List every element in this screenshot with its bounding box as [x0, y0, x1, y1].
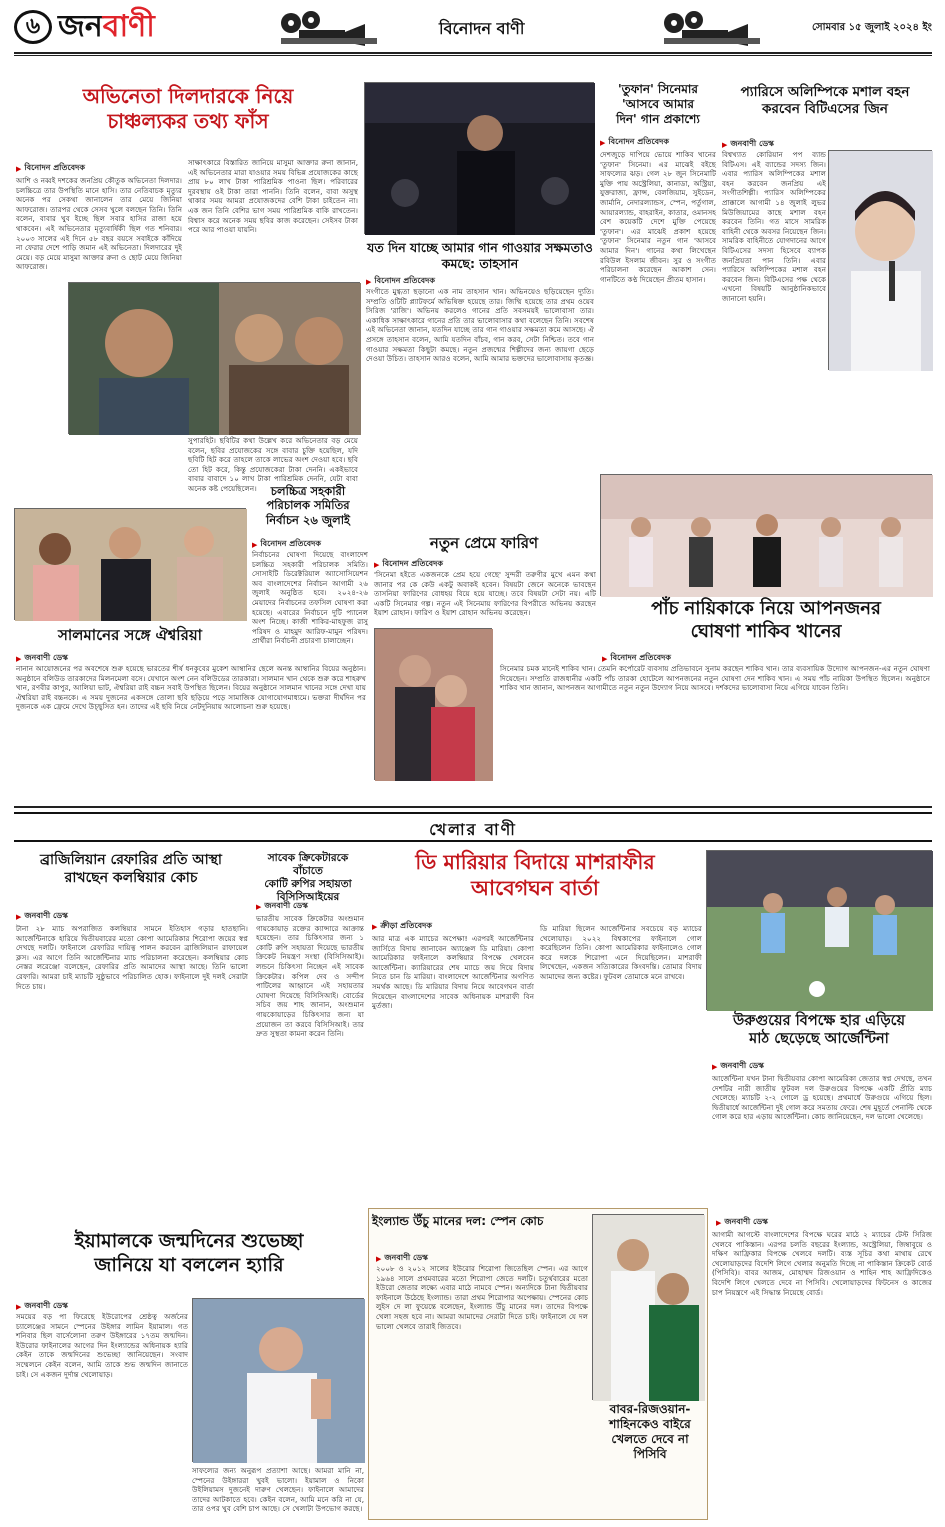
byline-text: বিনোদন প্রতিবেদক — [260, 539, 321, 548]
triangle-icon: ▶ — [366, 277, 372, 286]
article-body: দেশজুড়ে দাপিয়ে ভোয়ে শাকিব খানের 'তুফান' সিনেমা। এর মাঝেই বইছে সাফল্যের ঝড়। গেল ২৮ জুন সিনেমাটি মুক্তি পায় অস্ট্রেলিয়া, কানাডা, অস্ট্রিয়া, যুক্তরাজ্য, ফ্রান্স, বেলজিয়াম, সুইডেন, জার্মানি, নেদারল্যান্ডস, স্পেন, পর্তুগাল, আয়ারল্যান্ড, বাহরাইন, কাতার, ওমানসহ বেশ কয়েকটি দেশে মুক্তি পেয়েছে 'তুফান'। এর মাঝেই প্রকাশ হয়েছে 'তুফান' সিনেমার নতুন গান 'আসবে আমার দিন'। গানের কথা লিখেছেন রবিউল ইসলাম জীবন। সুর ও সংগীত পরিচালনা করেছেন আকাশ সেন। গানটিতে কণ্ঠ দিয়েছেন প্রীতম হাসান। — [600, 150, 716, 284]
article-body: নির্বাচনের ঘোষণা দিয়েছে বাংলাদেশ চলচ্চিত্র সহকারী পরিচালক সমিতি। সোসাইটি ডিরেক্টরিয়াল অ্যাসোসিয়েশন অব বাংলাদেশের নির্বাচন আগামী ২৬ জুলাই অনুষ্ঠিত হবে। ২০২৪-২৬ মেয়াদের নির্বাচনের তফসিল ঘোষণা করা হয়েছে। এবারের নির্বাচনে দুটি প্যানেল অংশ নিচ্ছে। কাজী শাকির-মাহফুজ রাসু পরিষদ ও মাহমুদ আরিফ-মামুন পরিষদ। প্রার্থীরা নির্বাচনী প্রচারণা চালাচ্ছেন। — [252, 550, 368, 646]
headline — [252, 852, 364, 905]
headline-line: শাহিনকেও বাইরে — [609, 1417, 691, 1431]
film-reel-icon — [279, 8, 379, 46]
masthead — [14, 6, 932, 50]
byline-text: জনবাণী ডেস্ক — [24, 653, 68, 662]
headline-line: 'আসবে আমার — [621, 97, 695, 111]
byline-text: বিনোদন প্রতিবেদক — [382, 559, 443, 568]
triangle-icon: ▶ — [16, 1302, 22, 1311]
salman-aishwarya-photo — [14, 508, 246, 620]
paper-logo-part-1: জন — [58, 9, 103, 44]
headline-line: জানিয়ে যা বললেন হ্যারি — [94, 1253, 284, 1276]
headline: সালমানের সঙ্গে ঐশ্বরিয়া — [57, 626, 203, 644]
article-body: সংগীতে মুগ্ধতা ছড়ানো এক নাম তাহসান খান। অভিনয়েও ছড়িয়েছেন দ্যুতি। সম্প্রতি ওটিটি প্ল্যাটফর্মে অভিষিক্ত হয়েছে তার। জিম্মি হয়েছে তার প্রথম ওয়েব সিরিজ 'রাজি'। অভিনয় করলেও গানের প্রতি সবসময়ই ভালোবাসা তার। একাধিক সাক্ষাৎকারে গানের প্রতি তার ভালোবাসার কথা বলেছেন তিনি। সবশেষ এই অভিনেতা জানান, যতদিন যাচ্ছে তার গান গাওয়ার সক্ষমতা কমে আসছে। ঐ প্রসঙ্গে তাহসান বলেন, আমি যতদিন বাঁচব, গান করব, সেটা নিশ্চিত। তবে গান গাওয়ার সক্ষমতা কিছুটা কমছে। নতুন প্রজন্মের শিল্পীদের জন্য জায়গা ছেড়ে দেওয়া উচিত। তাহসান আরও বলেন, আমি আমার ভক্তদের ভালোবাসায় কৃতজ্ঞ। — [366, 287, 594, 364]
paper-logo — [58, 8, 155, 46]
article-body: আর্জেন্টিনা যখন টানা দ্বিতীয়বার কোপা আমেরিকা জেতার স্বপ্ন দেখছে, তখন দেশটির নারী জাতীয় ফুটবল দল উরুগুয়ের বিপক্ষে একটি প্রীতি ম্যাচ খেলেছে। ম্যাচটি ২-২ গোলে ড্র হয়েছে। প্রথমার্ধে উরুগুয়ে এগিয়ে ছিল। দ্বিতীয়ার্ধে আর্জেন্টিনা দুই গোল করে সমতায় ফেরে। শেষ মুহূর্তে পেনাল্টি থেকে গোল করে হার এড়ায় আর্জেন্টিনা। কোচ জানিয়েছেন, দল ভালো খেলেছে। — [712, 1074, 932, 1122]
article-body: টানা ২৮ ম্যাচ অপরাজিত কলম্বিয়ার সামনে ইতিহাস গড়ার হাতছানি। আর্জেন্টিনাকে হারিয়ে দ্বিতীয়বারের মতো কোপা আমেরিকার শিরোপা জয়ের স্বপ্ন দেখছে দলটি। ফাইনালে রেফারির দায়িত্ব পালন করবেন ব্রাজিলিয়ান রাফায়েল ক্লস। এর আগে তিনি আর্জেন্টিনার ম্যাচ পরিচালনা করেছেন। কলম্বিয়ার কোচ নেস্তর লরেঞ্জো বলেছেন, রেফারির প্রতি আমাদের আস্থা আছে। তিনি ভালো রেফারি। আমরা চাই ম্যাচটি সুষ্ঠুভাবে পরিচালিত হোক। ফাইনালে দুই দলই সেরাটা দিতে চায়। — [16, 924, 248, 991]
headline-line: রাখছেন কলম্বিয়ার কোচ — [64, 869, 198, 886]
masthead-rule — [14, 55, 932, 56]
paper-logo-part-2: বাণী — [102, 9, 155, 44]
sports-section-bar — [14, 812, 932, 842]
headline: যত দিন যাচ্ছে আমার গান গাওয়ার সক্ষমতাও কমছে: তাহসান — [367, 240, 593, 271]
headline-line: ইয়ামালকে জন্মদিনের শুভেচ্ছা — [74, 1230, 304, 1252]
headline-line: অভিনেতা দিলদারকে নিয়ে — [82, 84, 294, 108]
shakib-event-photo — [600, 474, 932, 596]
triangle-icon: ▶ — [722, 140, 728, 149]
article-body: বিশ্বখ্যাত কোরিয়ান পপ ব্যান্ড বিটিএস। এই ব্যান্ডের সদস্য জিন। এবার প্যারিস অলিম্পিকের মশাল বহন করবেন জনপ্রিয় এই সংগীতশিল্পী। প্যারিস অলিম্পিকের প্রাক্কালে আগামী ১৪ জুলাই লুভর মিউজিয়ামের কাছে মশাল বহন করবেন তিনি। গত মাসে সামরিক বাহিনী থেকে অবসর নিয়েছেন জিন। সামরিক বাহিনীতে যোগদানের আগে বিটিএসের সদস্য হিসেবে ব্যাপক জনপ্রিয়তা পান তিনি। এবার প্যারিসে অলিম্পিকের মশাল বহন করবেন জিন। বিটিএসের পক্ষ থেকে এখনো বিষয়টি আনুষ্ঠানিকভাবে জানানো হয়নি। — [722, 150, 826, 303]
article-body: ডি মারিয়া ছিলেন আর্জেন্টিনার সবচেয়ে বড় ম্যাচের খেলোয়াড়। ২০২২ বিশ্বকাপের ফাইনালে গোল করেছিলেন তিনি। কোপা আমেরিকার ফাইনালেও গোল করে দলকে শিরোপা এনে দিয়েছিলেন। মাশরাফী লিখেছেন, একজন সত্যিকারের কিংবদন্তি। তোমার বিদায় আমাদের জন্য কষ্টের। ফুটবল তোমাকে মনে রাখবে। — [540, 924, 702, 981]
triangle-icon: ▶ — [712, 1062, 718, 1071]
section-title: বিনোদন বাণী — [439, 19, 525, 38]
headline-line: পাঁচ নায়িকাকে নিয়ে আপনজনর — [651, 598, 881, 619]
headline — [718, 84, 932, 118]
byline-text: ক্রীড়া প্রতিবেদক — [380, 921, 432, 930]
headline-line: ব্রাজিলিয়ান রেফারির প্রতি আস্থা — [40, 852, 222, 868]
triangle-icon: ▶ — [16, 164, 22, 173]
byline-text: জনবাণী ডেস্ক — [24, 911, 68, 920]
triangle-icon: ▶ — [600, 138, 606, 147]
article-body: আশি ও নব্বই দশকের জনপ্রিয় কৌতুক অভিনেতা দিলদার। চলচ্চিত্রে তার উপস্থিতি মানে হাসি। তার নেতিবাচক মৃত্যুর অনেক পর সেকথা জানালেন তার মেয়ে জিনিয়া আফরোজ। তারপর থেকে সেসব খুলে বলছেন তিনি। তিনি বলেন, বাবার খুব ইচ্ছে ছিল সবার হাসির রাজা হয়ে থাকবেন। এই অভিনেতার মৃত্যুবার্ষিকী ছিল গত শনিবার। ২০০৩ সালের এই দিনে ৫৮ বছর বয়সে সবাইকে কাঁদিয়ে না ফেরার দেশে পাড়ি জমান এই অভিনেতা। দিলদারের দুই মেয়ে। বড় মেয়ে মাসুমা আক্তার রুনা ও ছোট মেয়ে জিনিয়া আফরোজ। — [16, 176, 182, 272]
headline — [706, 1012, 932, 1048]
triangle-icon: ▶ — [602, 654, 608, 663]
byline — [16, 910, 68, 923]
headline-line: নির্বাচন ২৬ জুলাই — [265, 512, 351, 527]
byline — [256, 900, 308, 913]
triangle-icon: ▶ — [376, 1254, 382, 1263]
date-line: সোমবার ১৫ জুলাই ২০২৪ ইং — [812, 22, 932, 33]
headline-line: পিসিবি — [633, 1447, 667, 1461]
article-body: আগামী আগস্টে বাংলাদেশের বিপক্ষে ঘরের মাঠে ২ ম্যাচের টেস্ট সিরিজ খেলবে পাকিস্তান। এরপর চলতি বছরের ইংল্যান্ড, অস্ট্রেলিয়া, জিম্বাবুয়ে ও দক্ষিণ আফ্রিকার বিপক্ষে খেলবে দলটি। ব্যস্ত সূচির কথা মাথায় রেখে খেলোয়াড়দের বিদেশি লিগে খেলার অনুমতি দিচ্ছে না পাকিস্তান ক্রিকেট বোর্ড (পিসিবি)। বাবর আজম, মোহাম্মদ রিজওয়ান ও শাহিন শাহ আফ্রিদিকেও বিদেশি লিগে খেলতে দেবে না পিসিবি। খেলোয়াড়দের ফিটনেস ও কাজের চাপ নিয়ন্ত্রণে এই সিদ্ধান্ত নিয়েছে বোর্ড। — [712, 1230, 932, 1297]
headline-line: ঘোষণা শাকিব খানের — [690, 620, 842, 642]
tahsan-photo — [364, 82, 594, 234]
film-reel-icon — [662, 8, 762, 46]
headline-line: বিসিসিআইয়ের — [276, 891, 340, 904]
byline — [600, 136, 669, 149]
masthead-rule — [14, 52, 932, 54]
byline-text: বিনোদন প্রতিবেদক — [24, 163, 85, 172]
article-body: ভারতীয় সাবেক ক্রিকেটার অংশুমান গায়কোয়াড় রক্তের ক্যান্সারে আক্রান্ত হয়েছেন। তার চিকিৎসার জন্য ১ কোটি রুপি সহায়তা দিয়েছে ভারতীয় ক্রিকেট নিয়ন্ত্রণ সংস্থা (বিসিসিআই)। লন্ডনে চিকিৎসা নিচ্ছেন এই সাবেক ক্রিকেটার। কপিল দেব ও সন্দীপ পাটিলের আহ্বানে এই সহায়তার ঘোষণা দিয়েছে বিসিসিআই। বোর্ডের সচিব জয় শাহ জানান, অংশুমান গায়কোয়াড়ের চিকিৎসার জন্য যা প্রয়োজন তা করবে বিসিসিআই। তার দ্রুত সুস্থতা কামনা করেন তিনি। — [256, 914, 364, 1039]
triangle-icon: ▶ — [372, 922, 378, 931]
article-body: সময়ের বড় পা ফিরেছে ইউরোপের শ্রেষ্ঠত্ব অর্জনের চ্যালেঞ্জের সামনে স্পেনের উইঙ্গার লামিন ইয়ামাল। গত শনিবার ছিল বার্সেলোনা তরুণ উইঙ্গারের ১৭তম জন্মদিন। ইউরোর ফাইনালের আগের দিন ইংল্যান্ডের অধিনায়ক হ্যারি কেইন তাকে জন্মদিনের শুভেচ্ছা জানিয়েছেন। সংবাদ সম্মেলনে কেইন বলেন, আমি তাকে শুভ জন্মদিন জানাতে চাই। সে একজন দুর্দান্ত খেলোয়াড়। — [16, 1312, 188, 1379]
headline — [14, 852, 248, 887]
article-body: সাক্ষাৎকারে বিস্তারিত জানিয়ে মাসুমা আক্তার রুনা জানান, এই অভিনেতার মারা যাওয়ার সময় বিভিন্ন প্রযোজকের কাছে প্রায় ৮০ লাখ টাকা পারিশ্রমিক পাওনা ছিল। পরিবারের দুরবস্থায় ওই টাকা তারা পাননি। তিনি বলেন, বাবা অসুস্থ থাকার সময় আমরা প্রযোজকদের বেশি টাকা চাইতেন না। এক জন তিনি বেশির ভাগ সময় পারিশ্রমিক বাকি রাখতেন। বিশ্বাস করে অনেক সময় ছবির কাজ করেছেন। সেইসব টাকা পরে আর পাওয়া যায়নি। — [188, 158, 358, 235]
headline-line: 'তুফান' সিনেমার — [617, 82, 699, 96]
article-body: সাফল্যের জন্য অনুরূপ প্রত্যাশা আছে। আমরা মানি না, স্পেনের উইঙ্গাররা খুবই ভালো। ইয়ামাল ও নিকো উইলিয়ামস দুজনেই দারুণ খেলছেন। ফাইনালে আমাদের তাদের আটকাতে হবে। কেইন বলেন, আমি মনে করি না যে, তার ওপর খুব বেশি চাপ আছে। সে খেলাটা উপভোগ করছে। — [192, 1466, 364, 1514]
headline — [14, 84, 362, 134]
headline-line: সাবেক ক্রিকেটারকে বাঁচাতে — [267, 852, 349, 878]
headline: ইংল্যান্ড উঁচু মানের দল: স্পেন কোচ — [372, 1214, 544, 1228]
argentina-uruguay-photo — [706, 850, 932, 1010]
headline — [250, 484, 366, 527]
triangle-icon: ▶ — [374, 560, 380, 569]
headline-line: কোটি রুপির সহায়তা — [264, 878, 352, 891]
section-rule — [14, 806, 932, 808]
headline-line: উরুগুয়ের বিপক্ষে হার এড়িয়ে — [732, 1013, 906, 1029]
byline-text: জনবাণী ডেস্ক — [720, 1061, 764, 1070]
triangle-icon: ▶ — [16, 912, 22, 921]
jin-photo — [828, 150, 932, 370]
byline — [716, 1216, 768, 1229]
triangle-icon: ▶ — [716, 1218, 722, 1227]
triangle-icon: ▶ — [256, 902, 262, 911]
article-body: ২০০৮ ও ২০১২ সালের ইউরোর শিরোপা জিতেছিল স্পেন। এর আগে ১৯৬৪ সালে প্রথমবারের মতো শিরোপা জেতে দলটি। চতুর্থবারের মতো ইউরো জেতার লক্ষ্যে এবার মাঠে নামবে স্পেন। অন্যদিকে টানা দ্বিতীয়বার ফাইনালে উঠেছে ইংল্যান্ড। তারা প্রথম শিরোপার অপেক্ষায়। স্পেনের কোচ লুইস দে লা ফুয়েন্তে বলেছেন, ইংল্যান্ড উঁচু মানের দল। তাদের বিপক্ষে খেলা সহজ হবে না। আমরা আমাদের সেরাটা দিতে চাই। ফাইনালে যে দল ভালো খেলবে তারাই জিতবে। — [376, 1264, 588, 1331]
sports-section-title: খেলার বাণী — [429, 820, 517, 839]
byline-text: বিনোদন প্রতিবেদক — [608, 137, 669, 146]
headline — [368, 850, 702, 901]
headline — [14, 1230, 364, 1278]
article-body: সিনেমার চমক মানেই শাকিব খান। তেমনি কর্পোরেট ব্যবসায় প্রতিভাবনে সুনাম করছেন শাকিব খান। তার ব্যবসায়িক উদ্যোগ আপনজন-এর নতুন ঘোষণা দিয়েছেন। সম্প্রতি রাজধানীর একটি পাঁচ তারকা হোটেলে আপনজনের নতুন ঘোষণা দেন শাকিব খান। এ সময় পাঁচ নায়িকা উপস্থিত ছিলেন। অনুষ্ঠানে শাকিব খান জানান, আপনজন আগামীতে নতুন নতুন উদ্যোগ নিয়ে আসবে। দর্শকদের ভালোবাসা নিয়ে এগিয়ে যাবেন তিনি। — [500, 664, 930, 693]
headline-line: প্যারিসে অলিম্পিকে মশাল বহন — [740, 84, 910, 100]
headline-line: খেলতে দেবে না — [611, 1432, 689, 1446]
headline — [600, 598, 932, 643]
dildar-photo — [68, 282, 360, 434]
byline-text: বিনোদন প্রতিবেদক — [610, 653, 671, 662]
headline-line: চলচ্চিত্র সহকারী — [270, 484, 346, 498]
headline-line: করবেন বিটিএসের জিন — [762, 100, 888, 117]
byline-text: জনবাণী ডেস্ক — [24, 1301, 68, 1310]
headline-line: বাবর-রিজওয়ান- — [609, 1402, 691, 1416]
harry-kane-photo — [192, 1298, 364, 1462]
byline-text: জনবাণী ডেস্ক — [730, 139, 774, 148]
triangle-icon: ▶ — [16, 654, 22, 663]
article-body: নানান আয়োজনের পর অবশেষে শুরু হয়েছে ভারতের শীর্ষ ধনকুবের মুকেশ আম্বানির ছেলে অনন্ত আম্বানির বিয়ের অনুষ্ঠান। অনুষ্ঠানে বলিউড তারকাদের মিলনমেলা বসে। যেখানে অংশ নেন বলিউডের তারকারা। সালমান খান থেকে শুরু করে শাহরুখ খান, রণবীর কাপুর, আলিয়া ভাট, ঐশ্বরিয়া রাই বচ্চন সবাই উপস্থিত ছিলেন। বিয়ের অনুষ্ঠানে সালমান খানের সঙ্গে দেখা যায় ঐশ্বরিয়া রাই বচ্চনকে। এ সময় দুজনের একসঙ্গে তোলা ছবি ছড়িয়ে পড়ে সামাজিক যোগাযোগমাধ্যমে। ভক্তরা দীর্ঘদিন পর দুজনকে এক ফ্রেমে দেখে উচ্ছ্বসিত হন। তাদের এই ছবি নিয়ে নেটদুনিয়ায় আলোচনা শুরু হয়েছে। — [16, 664, 366, 712]
headline-line: চাঞ্চল্যকর তথ্য ফাঁস — [107, 109, 269, 133]
byline-text: জনবাণী ডেস্ক — [724, 1217, 768, 1226]
headline-line: আবেগঘন বার্তা — [471, 875, 599, 900]
headline-line: পরিচালক সমিতির — [266, 498, 350, 513]
babar-shaheen-photo — [592, 1214, 704, 1400]
article-body: সুপারহিট। ছবিটির কথা উল্লেখ করে অভিনেতার বড় মেয়ে বলেন, ছবির প্রযোজকের সঙ্গে বাবার চুক্তি হয়েছিল, যদি ছবিটি হিট করে তাহলে তাকে লাভের অংশ দেওয়া হবে। ছবি তো হিট করে, কিন্তু প্রযোজকেরা টাকা দেননি। একইভাবে বাবার বাবাদে ১০ লাখ টাকা পারিশ্রমিক দেননি, যেটা বাবা অনেক কষ্ট পেয়েছিলেন। — [188, 436, 358, 493]
byline-text: জনবাণী ডেস্ক — [384, 1253, 428, 1262]
headline — [600, 82, 716, 127]
byline — [372, 920, 432, 933]
byline — [16, 162, 85, 175]
headline — [592, 1402, 708, 1462]
headline: নতুন প্রেমে ফারিণ — [429, 534, 539, 552]
headline-line: মাঠ ছেড়েছে আর্জেন্টিনা — [749, 1031, 889, 1048]
byline-text: জনবাণী ডেস্ক — [264, 901, 308, 910]
triangle-icon: ▶ — [252, 540, 258, 549]
byline — [712, 1060, 764, 1073]
farin-photo — [374, 628, 492, 780]
headline-line: ডি মারিয়ার বিদায়ে মাশরাফীর — [415, 850, 655, 874]
article-body: 'সিনেমা হইতে একজনকে প্রেম হয়ে গেছে' সুন্দরী তরুণীর মুখে এমন কথা জানার পর কে কেউ একটু অবাকই হবেন। বিষয়টা জেনে অনেকে ভাবছেন তাসনিয়া ফারিণের বোধহয় বিয়ে হয়ে যাচ্ছে। তবে বিষয়টা সেটা নয়। এটি একটি সিনেমার গল্প। নতুন এই সিনেমায় ফারিণের বিপরীতে অভিনয় করছেন ইয়াশ রোহান। ফারিণ ও ইয়াশ রোহান অভিনয় করেছেন। — [374, 570, 596, 618]
article-body: আর মাত্র এক ম্যাচের অপেক্ষা! এরপরই আর্জেন্টিনার জার্সিতে বিদায় জানাবেন অ্যাঞ্জেল ডি মারিয়া। কোপা আমেরিকার ফাইনালে কলম্বিয়ার বিপক্ষে খেলবেন আর্জেন্টিনা। ক্যারিয়ারের শেষ ম্যাচে জয় দিয়ে বিদায় নিতে চান ডি মারিয়া। বাংলাদেশে আর্জেন্টিনার অগণিত সমর্থক আছে। ডি মারিয়ার বিদায় নিয়ে আবেগঘন বার্তা দিয়েছেন বাংলাদেশের সাবেক অধিনায়ক মাশরাফী বিন মুর্তজা। — [372, 934, 534, 1011]
page-number: ৬ — [14, 10, 52, 44]
headline-line: দিন' গান প্রকাশ্যে — [616, 112, 700, 126]
byline-text: বিনোদন প্রতিবেদক — [374, 276, 435, 285]
